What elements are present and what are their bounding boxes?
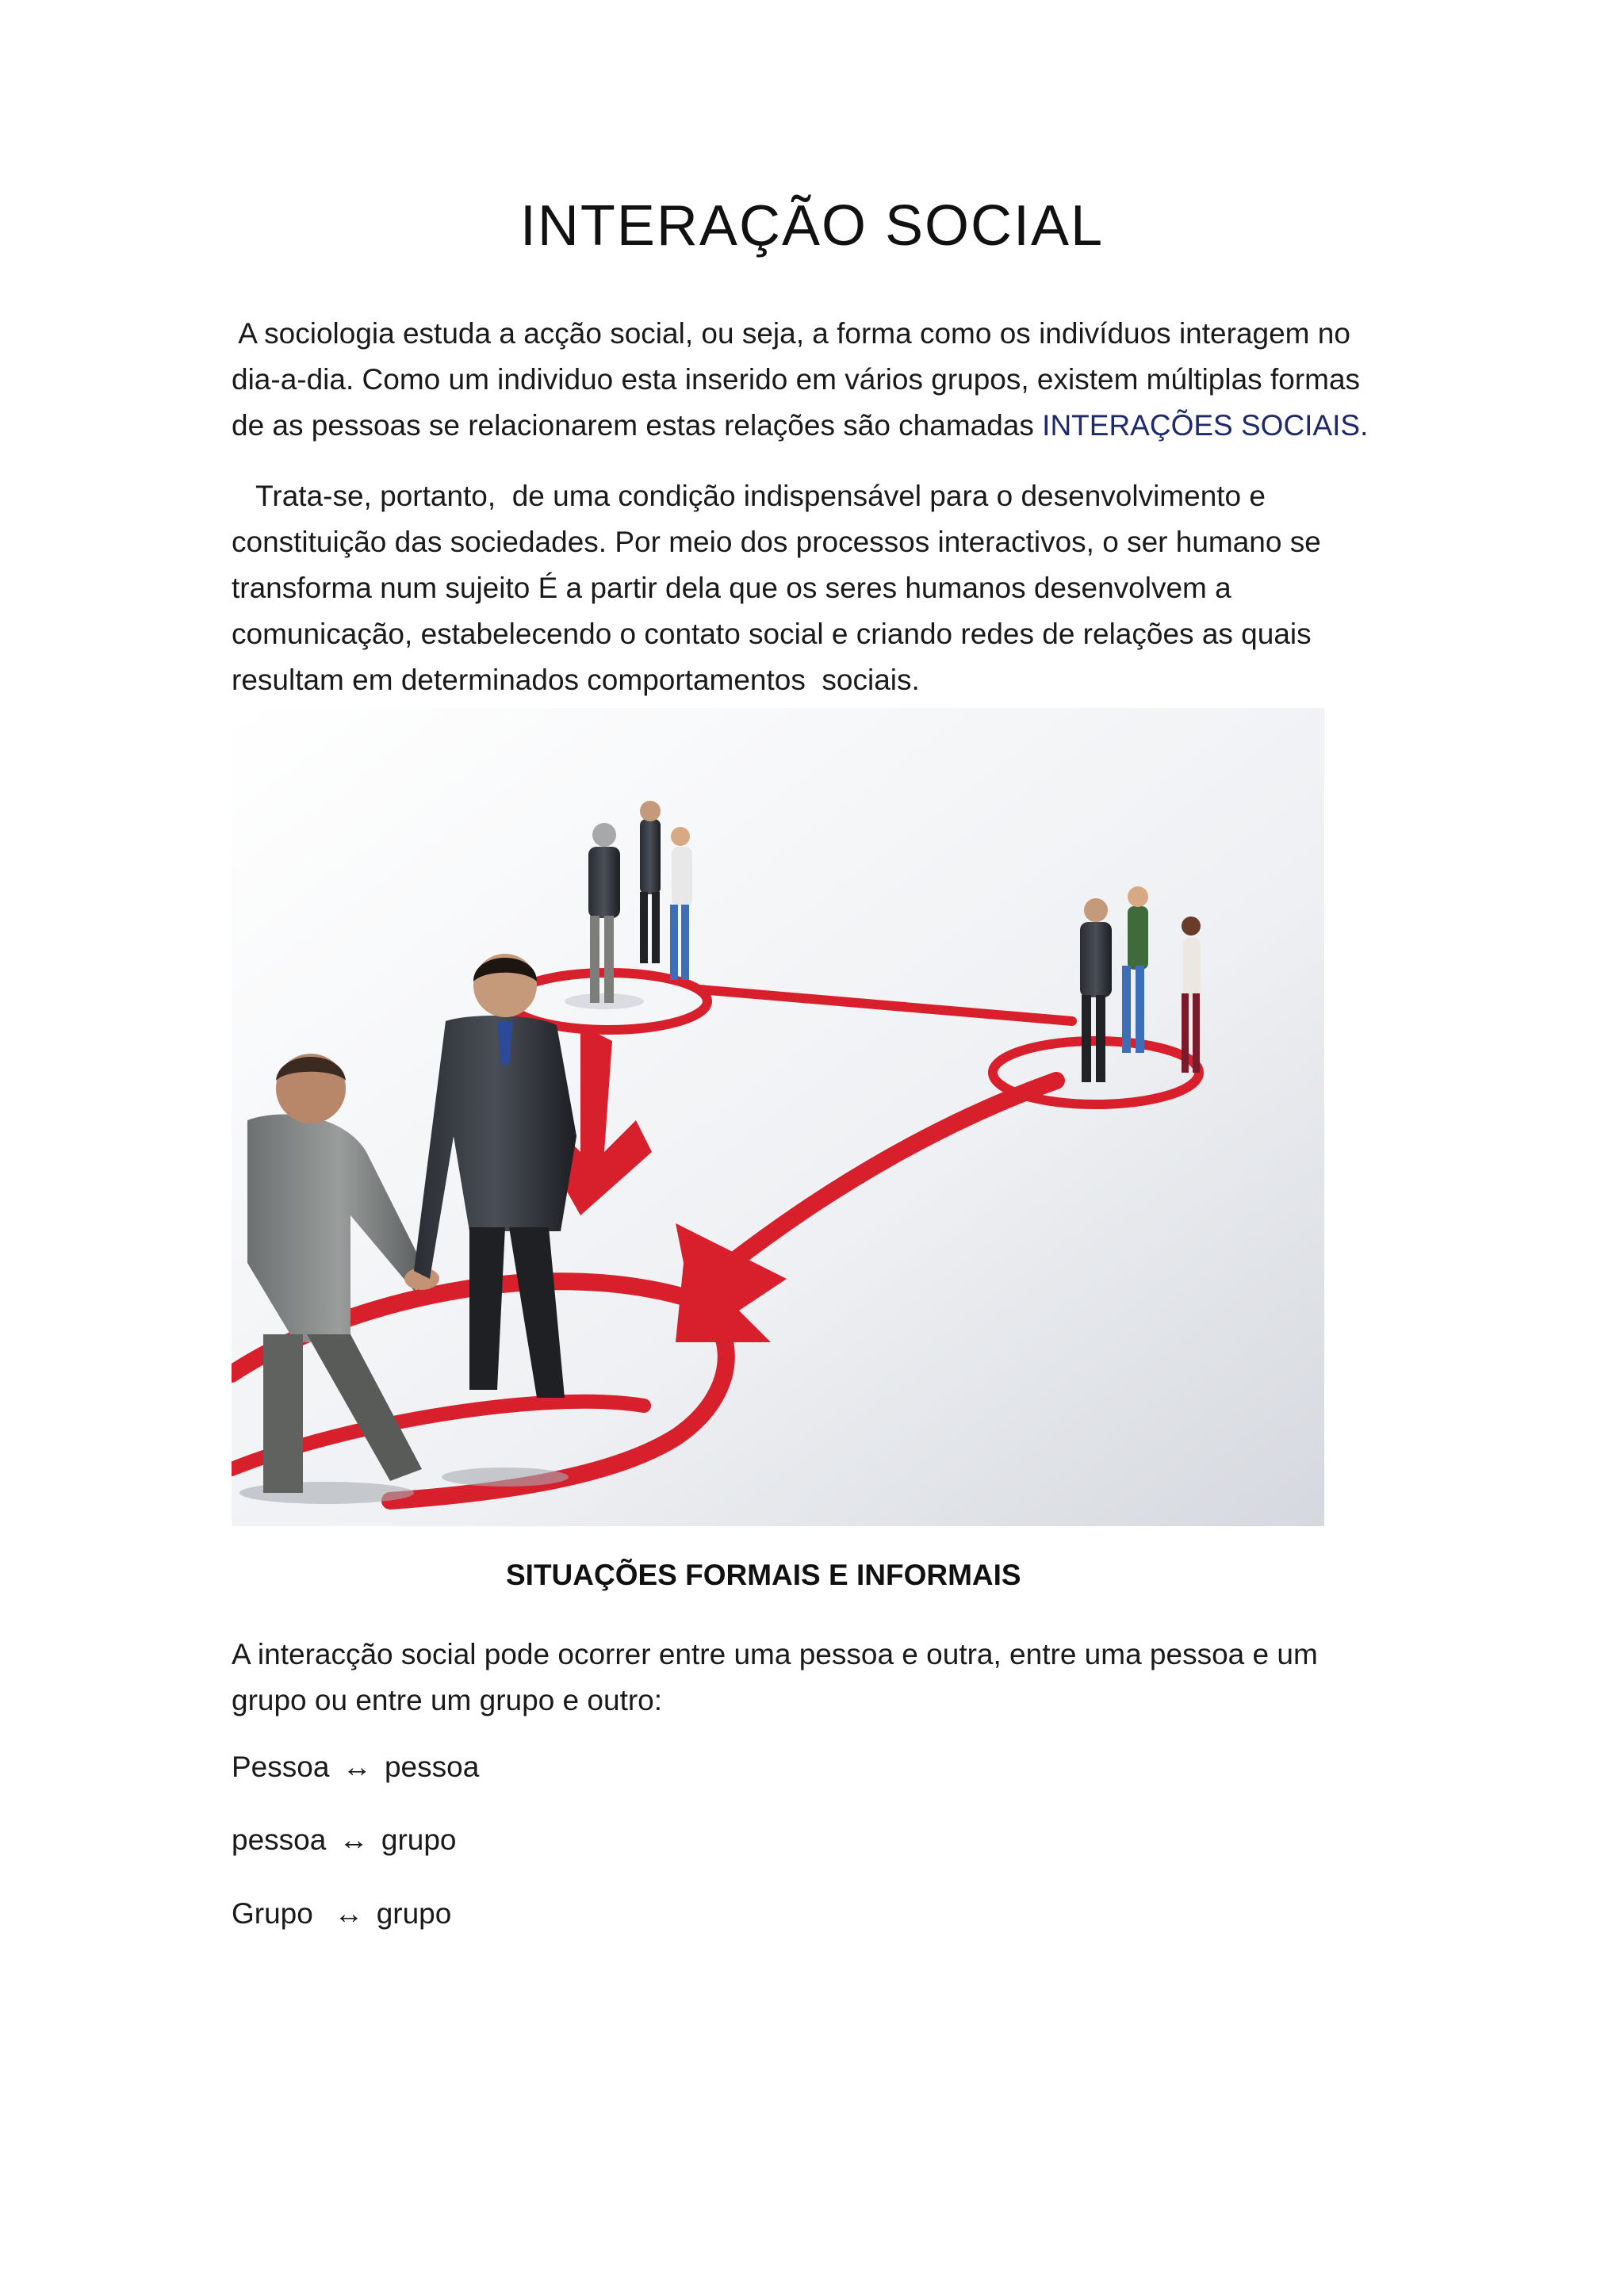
social-network-illustration (232, 708, 1324, 1526)
double-arrow-icon: ↔ (339, 1823, 369, 1856)
relation-item (232, 1751, 479, 1784)
paragraph-line: constituição das sociedades. Por meio dos processos interactivos, o ser humano se (232, 526, 1321, 558)
intro-paragraph (232, 311, 1405, 449)
paragraph-line-text: de as pessoas se relacionarem estas relações são chamadas (232, 409, 1043, 442)
paragraph-line: A interacção social pode ocorrer entre uma pessoa e outra, entre uma pessoa e um (232, 1638, 1318, 1670)
relation-left: Pessoa (232, 1751, 330, 1783)
page-title: INTERAÇÃO SOCIAL (519, 194, 1105, 258)
relation-item (232, 1823, 457, 1857)
third-paragraph (232, 1632, 1405, 1724)
section-subtitle: SITUAÇÕES FORMAIS E INFORMAIS (506, 1559, 1021, 1591)
relation-right: grupo (381, 1823, 457, 1856)
paragraph-line: comunicação, estabelecendo o contato social e criando redes de relações as quais (232, 618, 1312, 650)
illustration-svg (232, 708, 1324, 1526)
second-paragraph (232, 473, 1405, 703)
relation-item (232, 1897, 451, 1931)
paragraph-line: dia-a-dia. Como um individuo esta inserido em vários grupos, existem múltiplas formas (232, 363, 1361, 396)
background (232, 708, 1324, 1526)
paragraph-line: Trata-se, portanto, de uma condição indispensável para o desenvolvimento e (232, 480, 1266, 512)
relation-left: pessoa (232, 1823, 327, 1856)
paragraph-line (232, 403, 1405, 449)
paragraph-line: transforma num sujeito É a partir dela que os seres humanos desenvolvem a (232, 572, 1231, 604)
paragraph-line: A sociologia estuda a acção social, ou seja, a forma como os indivíduos interagem no (232, 317, 1350, 350)
relation-right: grupo (376, 1897, 452, 1930)
highlight-term: INTERAÇÕES SOCIAIS. (1042, 409, 1369, 442)
relation-right: pessoa (384, 1751, 480, 1783)
relation-left: Grupo (232, 1897, 322, 1930)
double-arrow-icon: ↔ (342, 1751, 372, 1783)
paragraph-line: grupo ou entre um grupo e outro: (232, 1684, 663, 1716)
double-arrow-icon: ↔ (334, 1897, 364, 1930)
paragraph-line: resultam em determinados comportamentos sociais. (232, 664, 920, 696)
